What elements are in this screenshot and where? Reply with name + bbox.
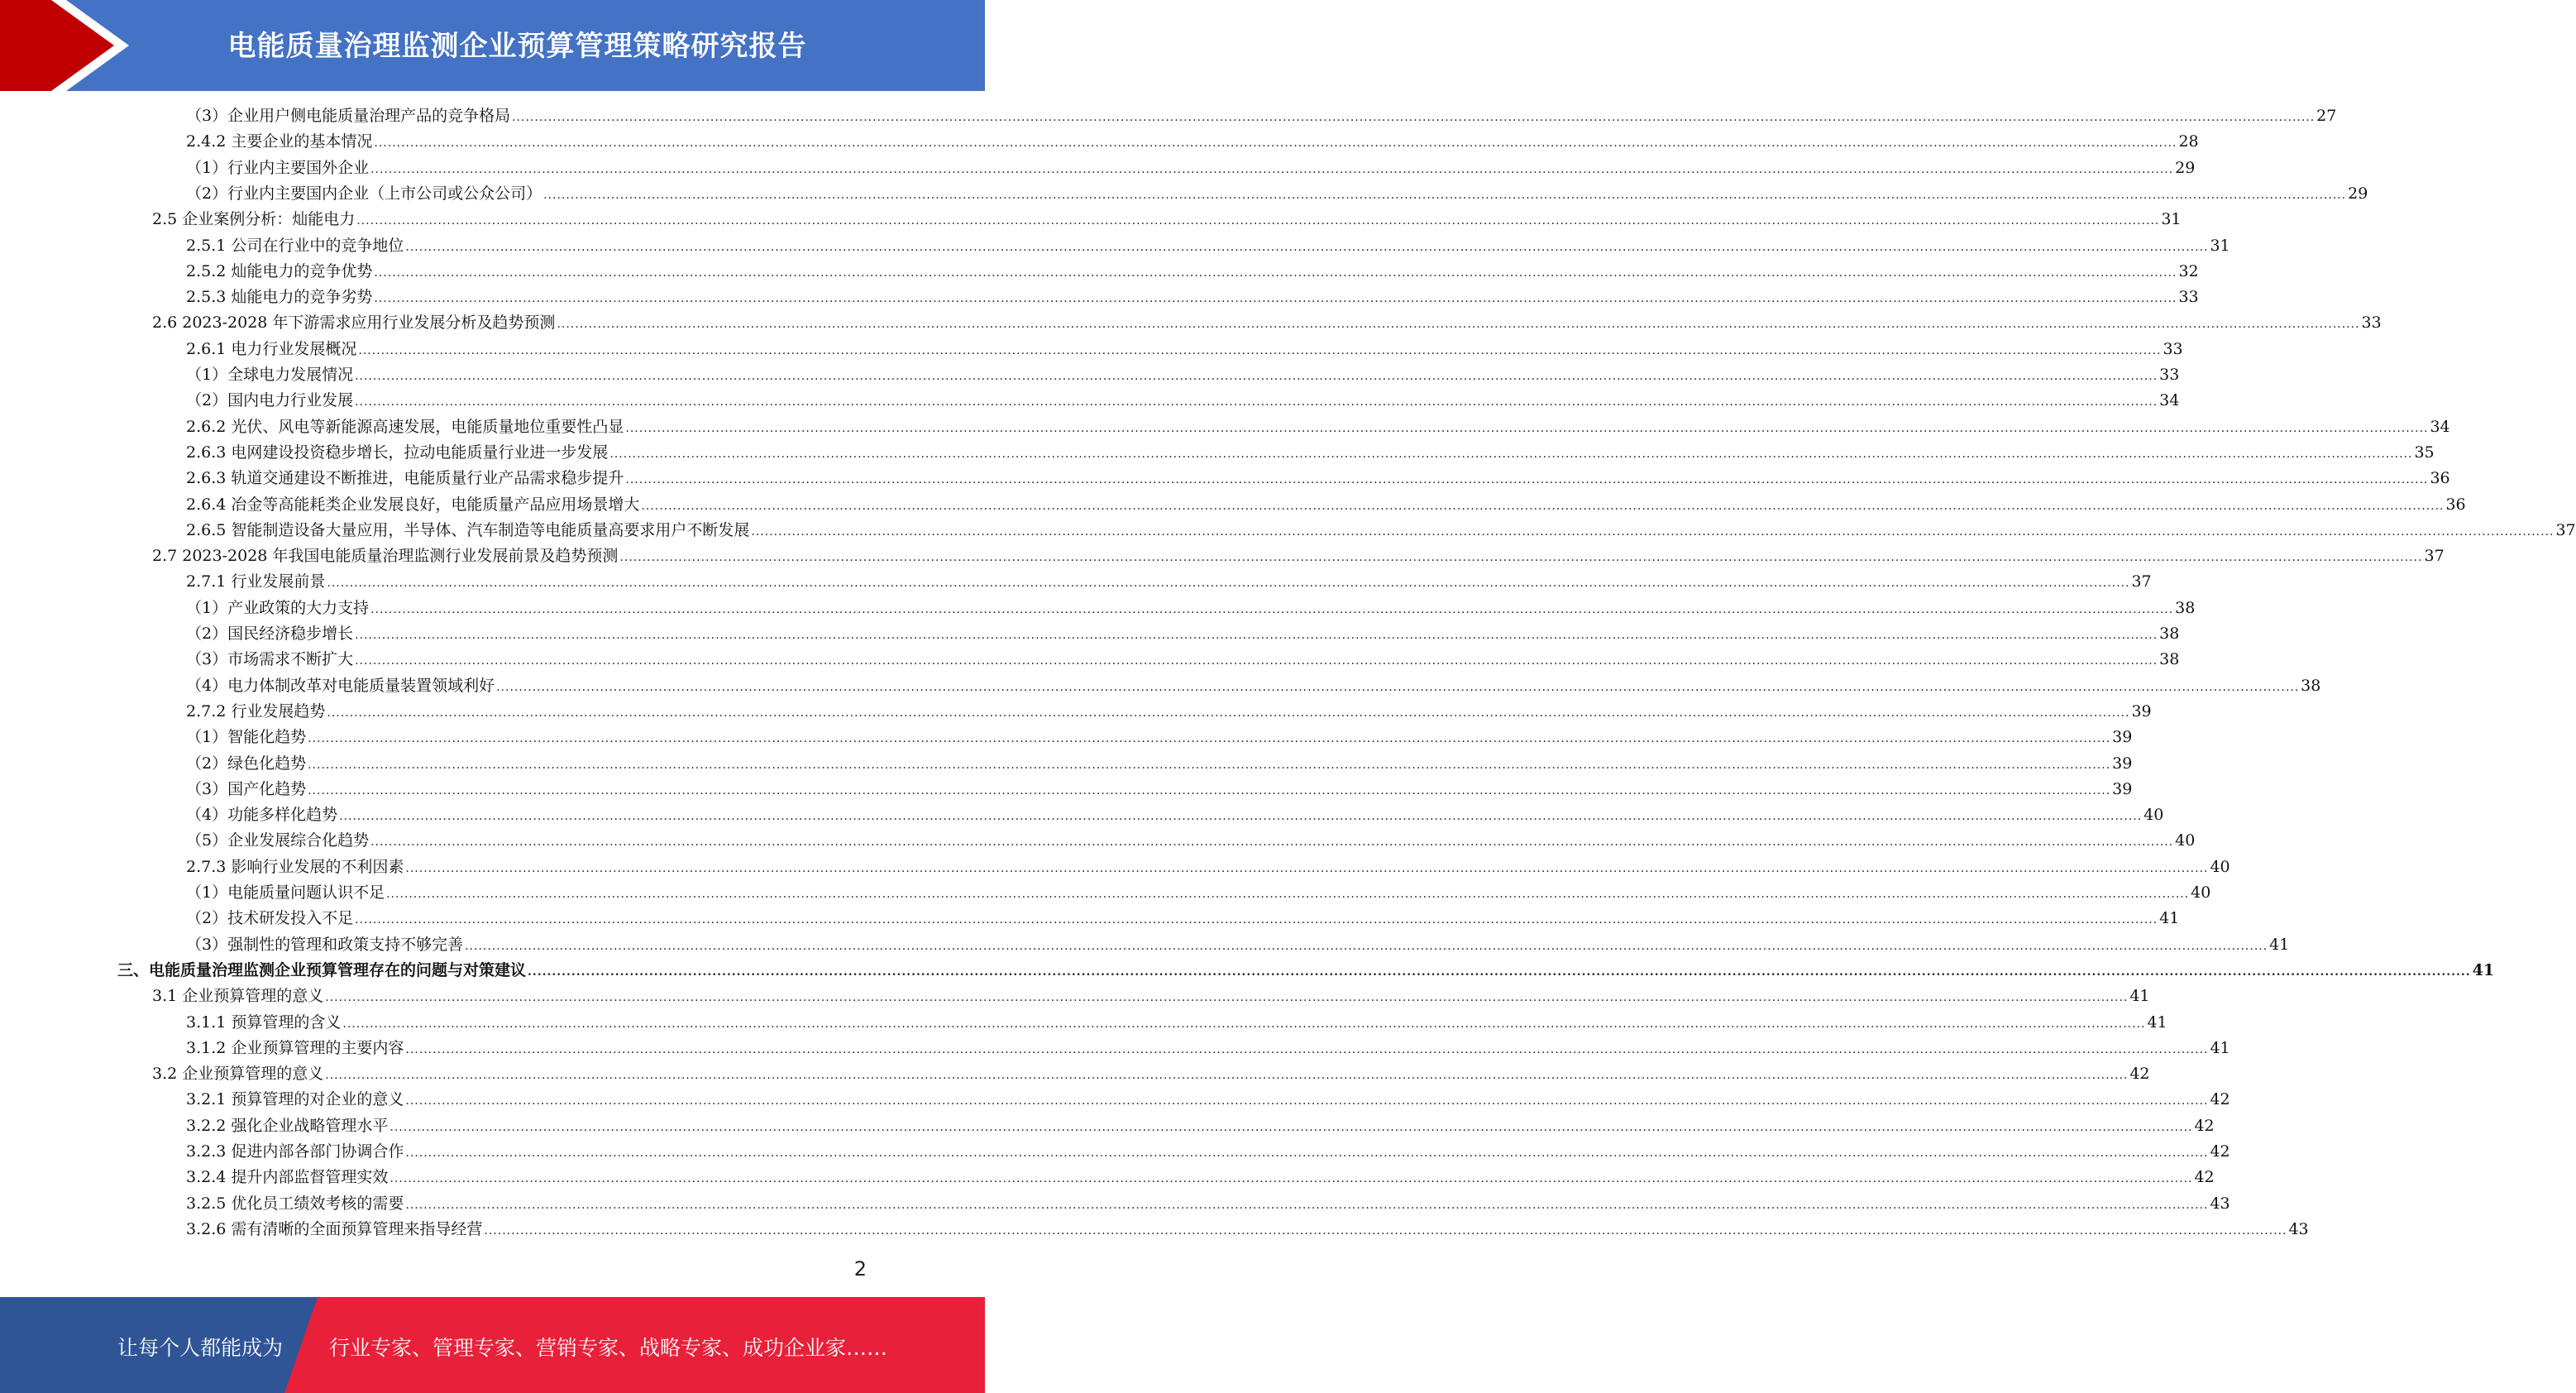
toc-dot-leader: ................................................................................................................................................................................................................................................................................................................................................................................................................ [358, 344, 2162, 357]
toc-dot-leader: ................................................................................................................................................................................................................................................................................................................................................................................................................ [325, 991, 2129, 1004]
toc-entry[interactable] [152, 207, 2182, 232]
toc-entry-title: （3）强制性的管理和政策支持不够完善 [186, 936, 464, 954]
toc-entry-page: 37 [2131, 572, 2152, 591]
toc-dot-leader: ................................................................................................................................................................................................................................................................................................................................................................................................................ [374, 292, 2177, 305]
toc-entry-title: 3.2.3 促进内部各部门协调合作 [186, 1142, 404, 1161]
toc-entry-title: （1）电能质量问题认识不足 [186, 883, 385, 902]
toc-entry-page: 41 [2210, 1039, 2230, 1057]
footer-slogan-left: 让每个人都能成为 [117, 1336, 284, 1360]
toc-entry[interactable] [186, 1165, 2215, 1190]
toc-entry[interactable] [186, 492, 2466, 518]
toc-entry-title: 2.5 企业案例分析：灿能电力 [152, 210, 356, 228]
toc-entry-page: 29 [2175, 159, 2196, 177]
toc-entry[interactable] [117, 958, 2495, 984]
toc-entry-title: （2）国内电力行业发展 [186, 391, 354, 409]
toc-entry-page: 39 [2112, 780, 2133, 798]
toc-dot-leader: ................................................................................................................................................................................................................................................................................................................................................................................................................ [528, 965, 2471, 979]
toc-entry-page: 43 [2210, 1194, 2230, 1213]
toc-entry-page: 31 [2161, 210, 2182, 228]
toc-entry-page: 28 [2178, 132, 2199, 151]
toc-entry[interactable] [186, 103, 2337, 129]
toc-entry-page: 33 [2361, 314, 2382, 332]
toc-dot-leader: ................................................................................................................................................................................................................................................................................................................................................................................................................ [751, 525, 2554, 539]
toc-entry-page: 42 [2194, 1117, 2215, 1135]
toc-dot-leader: ................................................................................................................................................................................................................................................................................................................................................................................................................ [355, 913, 2158, 926]
toc-entry-title: 3.2.2 强化企业战略管理水平 [186, 1117, 389, 1135]
toc-entry-page: 42 [2210, 1142, 2230, 1161]
toc-entry[interactable] [186, 466, 2450, 491]
toc-dot-leader: ................................................................................................................................................................................................................................................................................................................................................................................................................ [625, 422, 2429, 435]
toc-entry-title: 2.7 2023-2028 年我国电能质量治理监测行业发展前景及趋势预测 [152, 547, 619, 565]
toc-entry-title: （3）企业用户侧电能质量治理产品的竞争格局 [186, 107, 511, 125]
toc-entry-title: 3.2.5 优化员工绩效考核的需要 [186, 1194, 404, 1213]
toc-dot-leader: ................................................................................................................................................................................................................................................................................................................................................................................................................ [325, 1069, 2129, 1082]
toc-entry[interactable] [186, 129, 2199, 155]
toc-entry-title: （5）企业发展综合化趋势 [186, 831, 370, 850]
toc-dot-leader: ................................................................................................................................................................................................................................................................................................................................................................................................................ [386, 888, 2190, 901]
toc-entry-page: 41 [2472, 961, 2495, 979]
toc-entry-page: 32 [2178, 262, 2199, 280]
toc-entry-page: 40 [2191, 883, 2211, 902]
toc-entry-title: （1）产业政策的大力支持 [186, 599, 370, 617]
toc-entry-page: 42 [2194, 1168, 2215, 1186]
toc-entry[interactable] [152, 984, 2150, 1009]
toc-entry-page: 40 [2143, 806, 2164, 824]
toc-dot-leader: ................................................................................................................................................................................................................................................................................................................................................................................................................ [355, 654, 2158, 668]
toc-entry[interactable] [186, 518, 2576, 543]
toc-entry-title: （4）功能多样化趋势 [186, 806, 338, 824]
toc-entry-title: （1）全球电力发展情况 [186, 366, 354, 384]
toc-entry-title: 3.2.6 需有清晰的全面预算管理来指导经营 [186, 1220, 483, 1238]
toc-dot-leader: ................................................................................................................................................................................................................................................................................................................................................................................................................ [327, 577, 2130, 590]
toc-dot-leader: ................................................................................................................................................................................................................................................................................................................................................................................................................ [308, 784, 2111, 797]
toc-dot-leader: ................................................................................................................................................................................................................................................................................................................................................................................................................ [405, 1146, 2209, 1160]
report-title: 电能质量治理监测企业预算管理策略研究报告 [227, 30, 807, 63]
toc-dot-leader: ................................................................................................................................................................................................................................................................................................................................................................................................................ [355, 370, 2158, 383]
toc-entry[interactable] [186, 1217, 2309, 1242]
page-number: 2 [853, 1257, 867, 1281]
toc-entry-page: 39 [2112, 754, 2133, 773]
toc-entry[interactable] [186, 854, 2230, 880]
page-header [0, 0, 985, 91]
toc-dot-leader: ................................................................................................................................................................................................................................................................................................................................................................................................................ [484, 1224, 2287, 1237]
toc-dot-leader: ................................................................................................................................................................................................................................................................................................................................................................................................................ [465, 940, 2268, 953]
toc-entry-page: 41 [2147, 1013, 2167, 1032]
toc-entry[interactable] [186, 1139, 2230, 1165]
toc-entry-title: 2.5.1 公司在行业中的竞争地位 [186, 237, 404, 255]
toc-entry-title: 2.5.2 灿能电力的竞争优势 [186, 262, 373, 280]
toc-entry-title: （1）行业内主要国外企业 [186, 159, 370, 177]
toc-dot-leader: ................................................................................................................................................................................................................................................................................................................................................................................................................ [405, 1043, 2209, 1056]
toc-entry-title: 2.6 2023-2028 年下游需求应用行业发展分析及趋势预测 [152, 314, 556, 332]
toc-dot-leader: ................................................................................................................................................................................................................................................................................................................................................................................................................ [512, 111, 2316, 124]
toc-dot-leader: ................................................................................................................................................................................................................................................................................................................................................................................................................ [327, 706, 2130, 720]
toc-entry[interactable] [186, 673, 2321, 699]
toc-entry[interactable] [186, 725, 2133, 750]
toc-entry[interactable] [186, 181, 2368, 207]
toc-entry-page: 34 [2159, 391, 2180, 409]
toc-dot-leader: ................................................................................................................................................................................................................................................................................................................................................................................................................ [619, 551, 2423, 564]
toc-entry-title: （1）智能化趋势 [186, 728, 307, 746]
toc-entry-page: 39 [2131, 702, 2152, 720]
toc-entry-title: 2.6.2 光伏、风电等新能源高速发展，电能质量地位重要性凸显 [186, 418, 624, 436]
toc-entry[interactable] [186, 621, 2180, 647]
toc-entry[interactable] [186, 1191, 2230, 1217]
toc-entry-title: 3.2 企业预算管理的意义 [152, 1065, 324, 1083]
toc-entry-title: 3.1.2 企业预算管理的主要内容 [186, 1039, 404, 1057]
toc-entry-title: 2.6.4 冶金等高能耗类企业发展良好，电能质量产品应用场景增大 [186, 495, 640, 514]
toc-entry-page: 43 [2288, 1220, 2309, 1238]
toc-entry-title: 3.2.1 预算管理的对企业的意义 [186, 1090, 404, 1108]
toc-entry-title: （4）电力体制改革对电能质量装置领域利好 [186, 677, 495, 695]
page-footer [0, 1297, 985, 1393]
toc-dot-leader: ................................................................................................................................................................................................................................................................................................................................................................................................................ [356, 214, 2160, 227]
toc-entry-title: 3.2.4 提升内部监督管理实效 [186, 1168, 389, 1186]
toc-entry-page: 33 [2163, 340, 2183, 358]
toc-entry-page: 33 [2178, 288, 2199, 306]
toc-entry-page: 39 [2112, 728, 2133, 746]
toc-entry-title: （3）市场需求不断扩大 [186, 650, 354, 668]
toc-entry[interactable] [186, 596, 2196, 621]
toc-dot-leader: ................................................................................................................................................................................................................................................................................................................................................................................................................ [370, 163, 2174, 176]
toc-entry-title: 3.1.1 预算管理的含义 [186, 1013, 342, 1032]
toc-entry-page: 40 [2175, 831, 2196, 850]
toc-entry[interactable] [186, 362, 2180, 388]
toc-entry[interactable] [186, 751, 2133, 777]
toc-dot-leader: ................................................................................................................................................................................................................................................................................................................................................................................................................ [405, 1199, 2209, 1212]
toc-entry[interactable] [152, 1061, 2150, 1087]
toc-entry[interactable] [186, 388, 2180, 414]
toc-entry-page: 31 [2210, 237, 2230, 255]
toc-entry-title: 3.1 企业预算管理的意义 [152, 987, 324, 1005]
toc-entry-title: 2.6.3 电网建设投资稳步增长，拉动电能质量行业进一步发展 [186, 443, 609, 462]
toc-dot-leader: ................................................................................................................................................................................................................................................................................................................................................................................................................ [543, 189, 2347, 202]
toc-entry-title: （2）国民经济稳步增长 [186, 625, 354, 643]
toc-entry-title: 三、电能质量治理监测企业预算管理存在的问题与对策建议 [117, 961, 527, 979]
toc-entry[interactable] [152, 543, 2445, 569]
footer-slogan-right: 行业专家、管理专家、营销专家、战略专家、成功企业家…… [329, 1336, 888, 1360]
toc-entry[interactable] [186, 1087, 2230, 1113]
toc-entry[interactable] [186, 1036, 2230, 1061]
toc-entry-page: 41 [2129, 987, 2150, 1005]
toc-entry-page: 29 [2348, 184, 2368, 203]
toc-entry[interactable] [186, 906, 2180, 931]
toc-entry[interactable] [186, 156, 2196, 181]
toc-entry[interactable] [186, 777, 2133, 802]
toc-entry-title: （2）行业内主要国内企业（上市公司或公众公司） [186, 184, 542, 203]
toc-entry-page: 36 [2430, 469, 2450, 487]
toc-entry-title: （2）技术研发投入不足 [186, 909, 354, 927]
toc-entry-page: 42 [2129, 1065, 2150, 1083]
toc-entry-page: 38 [2301, 677, 2321, 695]
toc-dot-leader: ................................................................................................................................................................................................................................................................................................................................................................................................................ [405, 241, 2209, 254]
toc-entry[interactable] [186, 1010, 2167, 1036]
toc-dot-leader: ................................................................................................................................................................................................................................................................................................................................................................................................................ [374, 266, 2177, 280]
toc-dot-leader: ................................................................................................................................................................................................................................................................................................................................................................................................................ [405, 1094, 2209, 1108]
toc-dot-leader: ................................................................................................................................................................................................................................................................................................................................................................................................................ [374, 136, 2177, 150]
toc-entry[interactable] [186, 337, 2183, 362]
toc-entry-page: 38 [2159, 625, 2180, 643]
toc-entry-page: 37 [2424, 547, 2445, 565]
toc-entry-page: 41 [2269, 936, 2290, 954]
toc-entry-title: 2.6.3 轨道交通建设不断推进，电能质量行业产品需求稳步提升 [186, 469, 624, 487]
toc-entry-page: 41 [2159, 909, 2180, 927]
toc-entry-page: 33 [2159, 366, 2180, 384]
toc-entry[interactable] [186, 932, 2290, 958]
toc-entry[interactable] [186, 440, 2435, 466]
toc-entry[interactable] [186, 1113, 2215, 1139]
toc-dot-leader: ................................................................................................................................................................................................................................................................................................................................................................................................................ [390, 1172, 2193, 1185]
toc-entry[interactable] [186, 647, 2180, 673]
toc-entry[interactable] [186, 880, 2211, 906]
toc-entry-page: 34 [2430, 418, 2450, 436]
toc-dot-leader: ................................................................................................................................................................................................................................................................................................................................................................................................................ [370, 603, 2174, 616]
toc-entry-page: 42 [2210, 1090, 2230, 1108]
toc-dot-leader: ................................................................................................................................................................................................................................................................................................................................................................................................................ [308, 759, 2111, 772]
toc-dot-leader: ................................................................................................................................................................................................................................................................................................................................................................................................................ [496, 681, 2300, 694]
toc-entry[interactable] [186, 802, 2164, 828]
toc-entry-title: 2.6.5 智能制造设备大量应用，半导体、汽车制造等电能质量高要求用户不断发展 [186, 521, 750, 539]
toc-entry-page: 36 [2445, 495, 2466, 514]
toc-entry-title: （2）绿色化趋势 [186, 754, 307, 773]
toc-dot-leader: ................................................................................................................................................................................................................................................................................................................................................................................................................ [625, 473, 2429, 486]
toc-dot-leader: ................................................................................................................................................................................................................................................................................................................................................................................................................ [355, 629, 2158, 642]
toc-entry[interactable] [152, 310, 2382, 336]
toc-entry-title: 2.5.3 灿能电力的竞争劣势 [186, 288, 373, 306]
toc-entry[interactable] [186, 233, 2230, 259]
toc-dot-leader: ................................................................................................................................................................................................................................................................................................................................................................................................................ [308, 732, 2111, 745]
toc-dot-leader: ................................................................................................................................................................................................................................................................................................................................................................................................................ [405, 862, 2209, 875]
toc-entry-title: 2.4.2 主要企业的基本情况 [186, 132, 373, 151]
toc-dot-leader: ................................................................................................................................................................................................................................................................................................................................................................................................................ [557, 318, 2360, 331]
toc-dot-leader: ................................................................................................................................................................................................................................................................................................................................................................................................................ [342, 1017, 2146, 1031]
toc-entry-page: 38 [2159, 650, 2180, 668]
toc-entry-page: 38 [2175, 599, 2196, 617]
toc-entry-page: 37 [2555, 521, 2576, 539]
toc-entry[interactable] [186, 285, 2199, 310]
toc-entry-title: 2.7.1 行业发展前景 [186, 572, 326, 591]
toc-entry[interactable] [186, 828, 2196, 854]
toc-entry-page: 35 [2414, 443, 2435, 462]
toc-entry-page: 40 [2210, 858, 2230, 876]
toc-dot-leader: ................................................................................................................................................................................................................................................................................................................................................................................................................ [355, 395, 2158, 409]
toc-entry-page: 27 [2316, 107, 2337, 125]
toc-entry[interactable] [186, 569, 2152, 595]
toc-entry[interactable] [186, 699, 2152, 725]
toc-entry-title: 2.6.1 电力行业发展概况 [186, 340, 357, 358]
toc-entry-title: （3）国产化趋势 [186, 780, 307, 798]
toc-entry[interactable] [186, 259, 2199, 285]
toc-entry[interactable] [186, 414, 2450, 440]
toc-dot-leader: ................................................................................................................................................................................................................................................................................................................................................................................................................ [609, 448, 2413, 461]
toc-dot-leader: ................................................................................................................................................................................................................................................................................................................................................................................................................ [370, 835, 2174, 849]
toc-entry-title: 2.7.2 行业发展趋势 [186, 702, 326, 720]
toc-dot-leader: ................................................................................................................................................................................................................................................................................................................................................................................................................ [390, 1121, 2193, 1134]
toc-entry-title: 2.7.3 影响行业发展的不利因素 [186, 858, 404, 876]
toc-dot-leader: ................................................................................................................................................................................................................................................................................................................................................................................................................ [339, 810, 2143, 823]
toc-dot-leader: ................................................................................................................................................................................................................................................................................................................................................................................................................ [641, 500, 2445, 513]
